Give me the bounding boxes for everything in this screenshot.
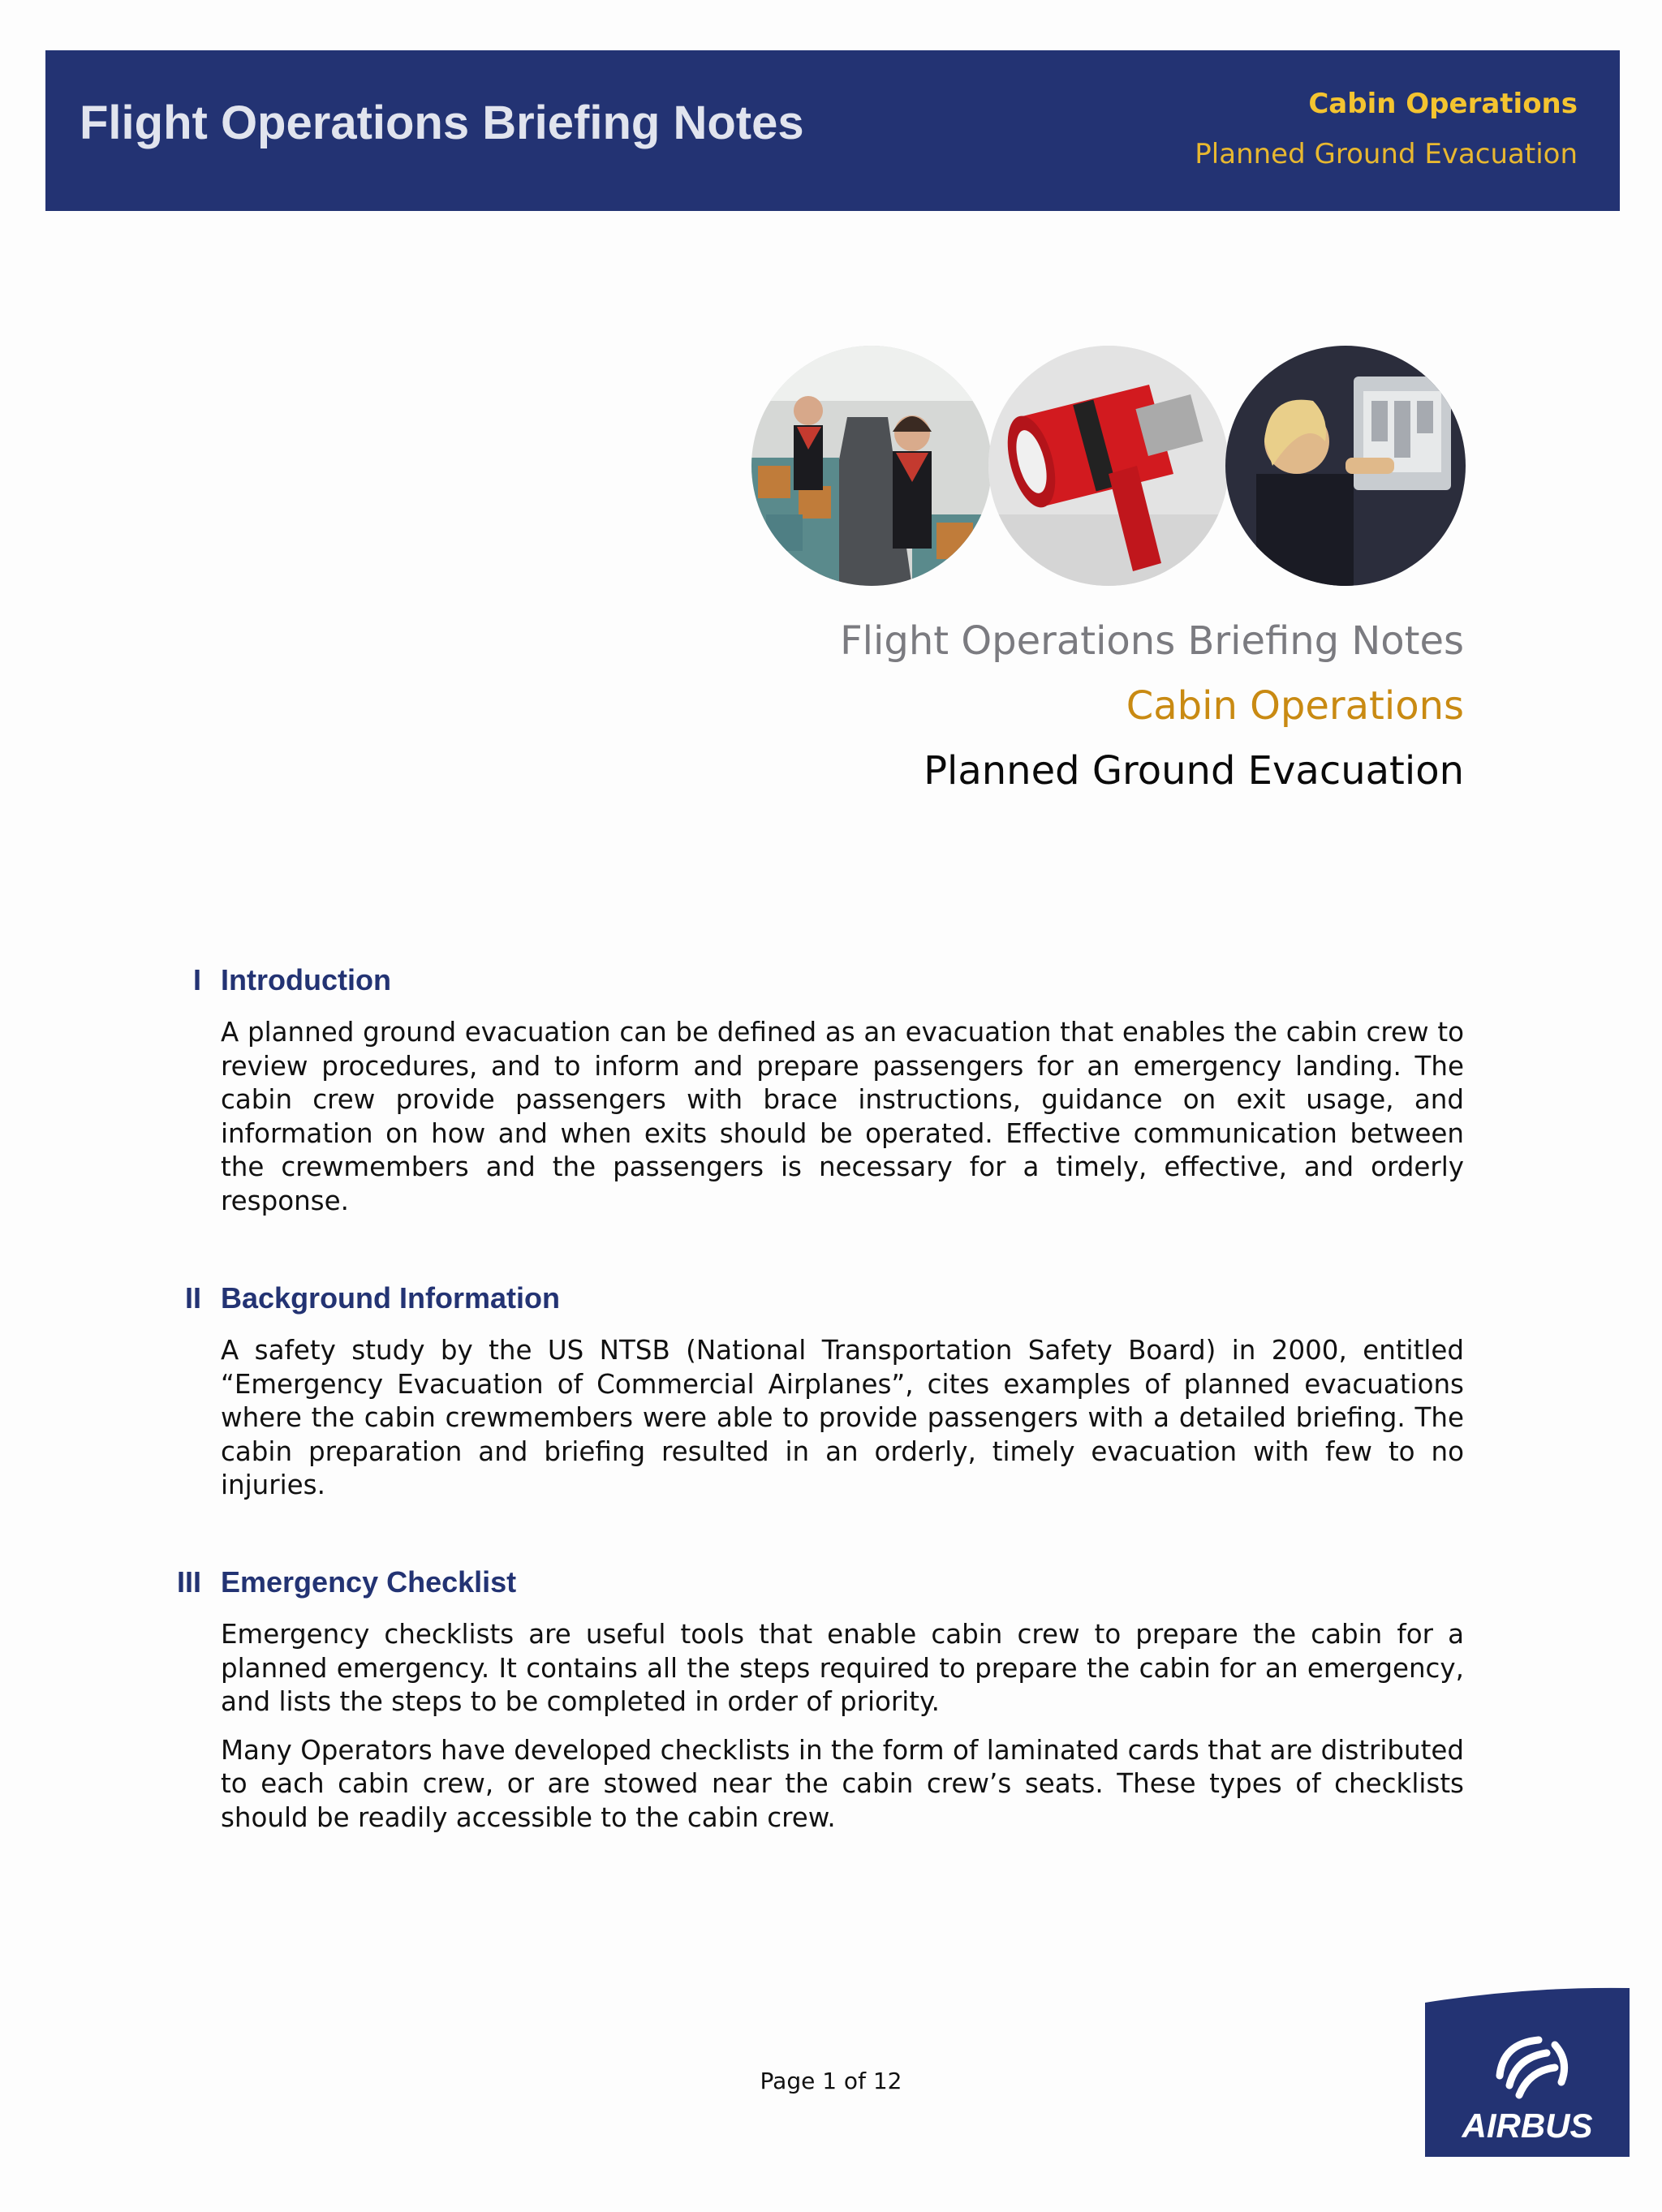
header-subtitle: Planned Ground Evacuation [1195, 138, 1578, 170]
paragraph: A safety study by the US NTSB (National Transportation Safety Board) in 2000, entitled “Emergency Evacuation of Commercial Airplanes”, cites examples of planned evacuations where the cabin crewmembers were able to provide passengers with a detailed briefing. The cabin preparation and briefing resulted in an orderly, timely evacuation with few to no injuries. [221, 1335, 1464, 1501]
cover-photos [750, 344, 1467, 587]
section-heading: Background Information [221, 1281, 561, 1315]
section-emergency-checklist [176, 1564, 1464, 1835]
cabin-crew-aisle-photo [750, 344, 993, 587]
control-panel-photo [1224, 344, 1467, 587]
airbus-logo-text: AIRBUS [1462, 2107, 1593, 2145]
megaphone-photo [987, 344, 1230, 587]
section-heading: Introduction [221, 963, 391, 996]
header-section-label: Cabin Operations [1308, 88, 1578, 120]
paragraph: Many Operators have developed checklists in the form of laminated cards that are distributed to each cabin crew, or are stowed near the cabin crew’s seats. These types of checklists should be readily accessible to the cabin crew. [221, 1734, 1464, 1833]
section-heading: Emergency Checklist [221, 1565, 517, 1599]
header-band [45, 50, 1620, 211]
header-title: Flight Operations Briefing Notes [80, 97, 804, 149]
cover-section: Cabin Operations [1126, 683, 1464, 729]
section-introduction [192, 962, 1464, 1219]
section-number: III [176, 1565, 201, 1599]
section-background-information [184, 1280, 1464, 1503]
cover-title-block [840, 618, 1464, 794]
paragraph: A planned ground evacuation can be defined as an evacuation that enables the cabin crew to review procedures, and to inform and prepare passengers for an emergency landing. The cabin crew provide passengers with brace instructions, guidance on exit usage, and information on how and when exits should be operated. Effective communication between the crewmembers and the passengers is necessary for a timely, effective, and orderly response. [221, 1017, 1464, 1216]
cover-title: Flight Operations Briefing Notes [840, 618, 1464, 664]
paragraph: Emergency checklists are useful tools that enable cabin crew to prepare the cabin for a planned emergency. It contains all the steps required to prepare the cabin for an emergency, and lists the steps to be completed in order of priority. [221, 1619, 1464, 1718]
page-number: Page 1 of 12 [760, 2068, 902, 2094]
section-number: II [184, 1281, 201, 1315]
cover-subtitle: Planned Ground Evacuation [924, 748, 1464, 794]
section-number: I [192, 963, 201, 996]
airbus-logo-icon [1425, 1986, 1630, 2157]
header-right [1195, 86, 1578, 172]
